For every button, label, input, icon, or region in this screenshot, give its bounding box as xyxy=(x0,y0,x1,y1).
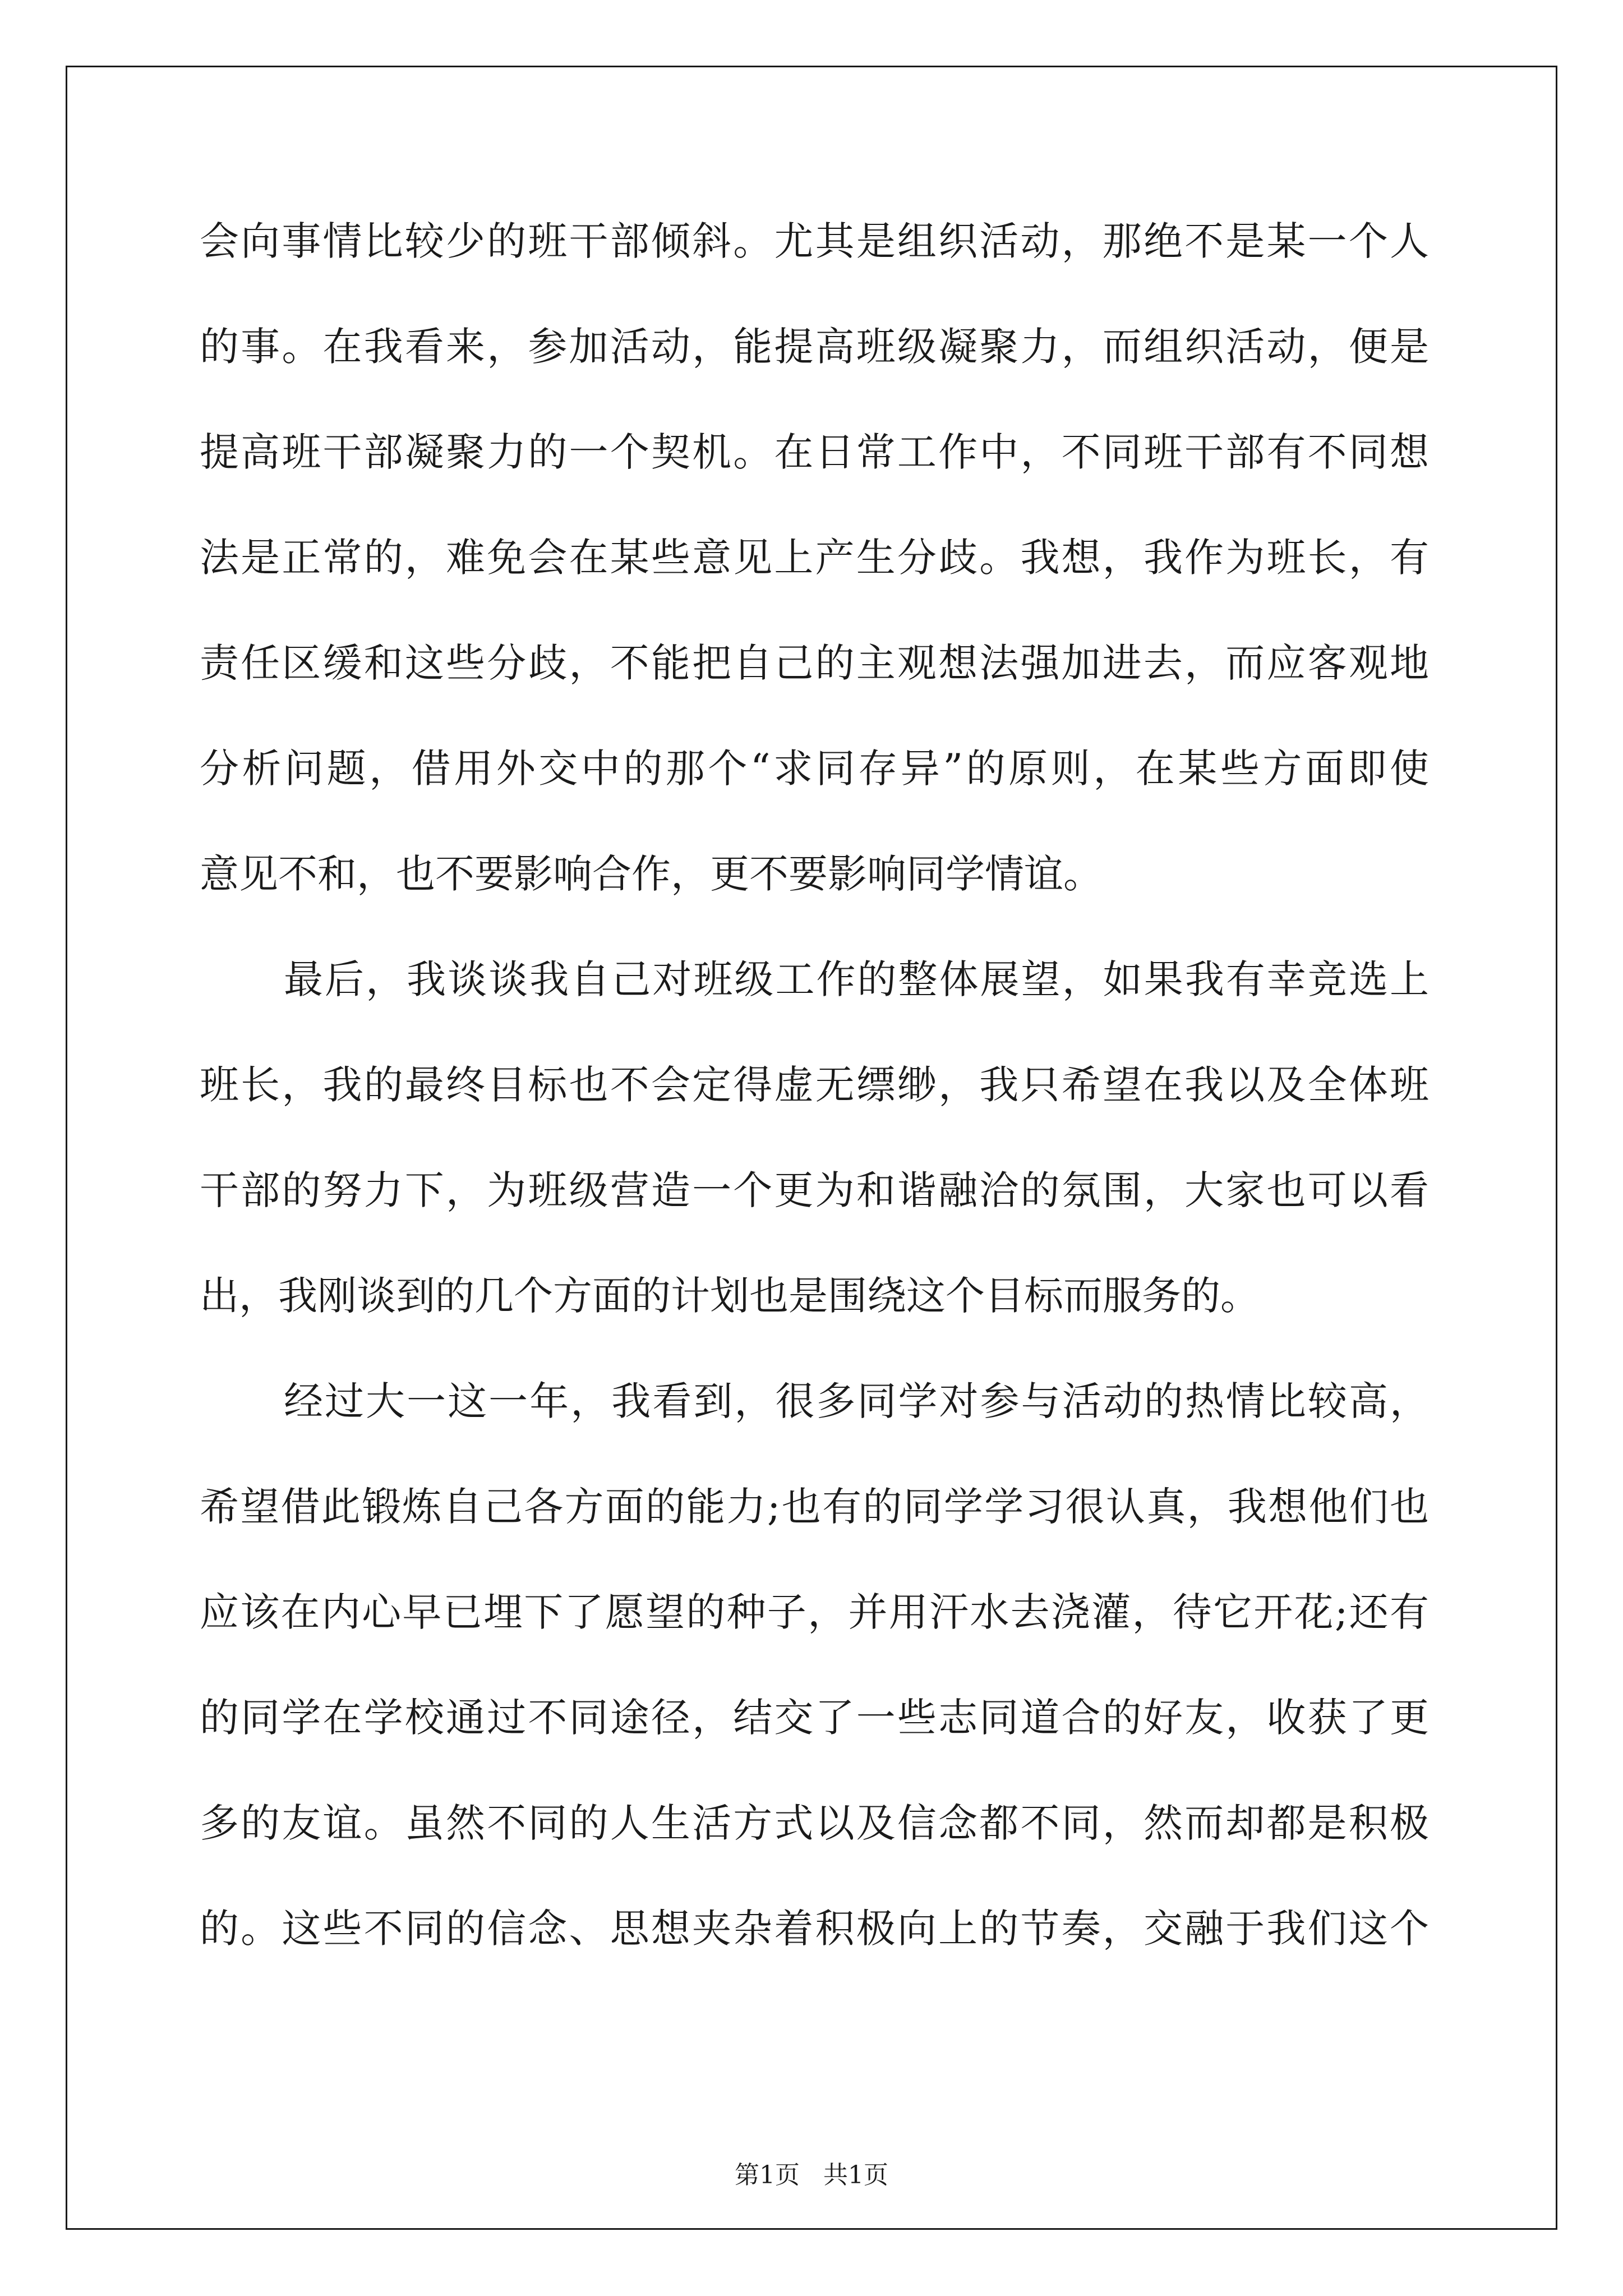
text-line: 经过大一这一年，我看到，很多同学对参与活动的热情比较高， xyxy=(284,1378,1429,1424)
text-line: 的同学在学校通过不同途径，结交了一些志同道合的好友，收获了更 xyxy=(200,1695,1429,1741)
text-line: 多的友谊。虽然不同的人生活方式以及信念都不同，然而却都是积极 xyxy=(200,1800,1429,1846)
text-line: 会向事情比较少的班干部倾斜。尤其是组织活动，那绝不是某一个人 xyxy=(200,218,1429,264)
text-line: 最后，我谈谈我自己对班级工作的整体展望，如果我有幸竞选上 xyxy=(284,956,1429,1002)
text-line: 意见不和，也不要影响合作，更不要影响同学情谊。 xyxy=(200,851,1103,897)
text-line: 责任区缓和这些分歧，不能把自己的主观想法强加进去，而应客观地 xyxy=(200,640,1429,686)
text-line: 法是正常的，难免会在某些意见上产生分歧。我想，我作为班长，有 xyxy=(200,535,1429,581)
text-line: 提高班干部凝聚力的一个契机。在日常工作中，不同班干部有不同想 xyxy=(200,429,1429,475)
document-body xyxy=(200,208,1429,2000)
text-line: 分析问题，借用外交中的那个“求同存异”的原则，在某些方面即使 xyxy=(200,746,1429,792)
text-line: 干部的努力下，为班级营造一个更为和谐融洽的氛围，大家也可以看 xyxy=(200,1167,1429,1213)
text-line: 班长，我的最终目标也不会定得虚无缥缈，我只希望在我以及全体班 xyxy=(200,1062,1429,1108)
text-line: 的事。在我看来，参加活动，能提高班级凝聚力，而组织活动，便是 xyxy=(200,324,1429,370)
page-footer xyxy=(0,2159,1623,2192)
page-number: 第1页 xyxy=(735,2161,800,2189)
text-line: 的。这些不同的信念、思想夹杂着积极向上的节奏，交融于我们这个 xyxy=(200,1906,1429,1952)
footer-spacer xyxy=(800,2161,823,2189)
total-pages: 共1页 xyxy=(823,2161,888,2189)
text-line: 出，我刚谈到的几个方面的计划也是围绕这个目标而服务的。 xyxy=(200,1273,1260,1319)
text-line: 希望借此锻炼自己各方面的能力;也有的同学学习很认真，我想他们也 xyxy=(200,1484,1429,1530)
text-line: 应该在内心早已埋下了愿望的种子，并用汗水去浇灌，待它开花;还有 xyxy=(200,1589,1429,1635)
